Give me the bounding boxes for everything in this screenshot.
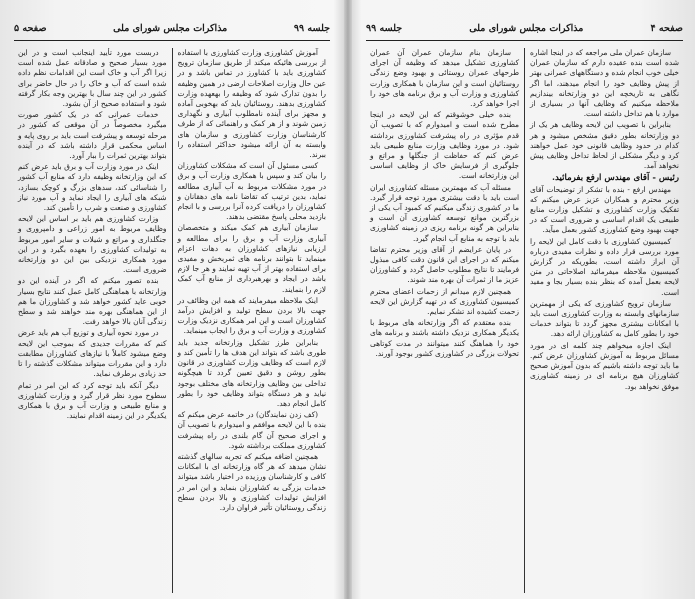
paragraph: سازمان عمران ملی مراجعه که در اینجا اشاره شده است بنده عقیده دارم که سازمان عمران خیلی خوب انجام شده و دستگاههای عمرانی بهتر از پیش وظایف خود را انجام میدهند، اما اگر نگاهی به تاریخچه این دو وزارتخانه بیندازیم ملاحظه میکنیم که وظایف آنها در بسیاری از موارد با هم تداخل داشته است. [530, 48, 679, 119]
right-running-head [366, 20, 683, 36]
right-column-divider [524, 48, 525, 593]
paragraph: خدمات عمرانی که در یک کشور صورت میگیرد مخصوصاً در آن موقعی که کشور در مرحله توسعه و پیشرفت است باید بر روی پایه و اساس محکمی قرار داشته باشد که در آینده بتواند بهترین ثمرات را ببار آورد. [18, 110, 167, 161]
right-head-session: جلسه ۹۹ [366, 22, 403, 34]
paragraph: کسی مسئول آن است که مشکلات کشاورزان را بیان کند و سپس با همکاری وزارت آب و برق در مورد مشکلات مربوط به آب آبیاری مطالعه نماید، بدین ترتیب که تقاضا نامه های دهقانان و کشاورزان را دریافت کرده آنرا بررسی و با انجام بازدید محلی پاسخ مقتضی بدهند. [177, 161, 326, 222]
left-page-left-column [14, 48, 171, 593]
paragraph: مهندس ارفع - بنده با تشکر از توضیحات آقای وزیر محترم و همکاران عزیز عرض میکنم که تفکیک وزارت کشاورزی و تشکیل وزارت منابع طبیعی یک اقدام اساسی و ضروری است که در جهت بهبود وضع کشاورزی کشور بعمل میآید. [530, 184, 679, 235]
paragraph: بنده خیلی خوشوقتم که این لایحه در اینجا مطرح شده است و امیدوارم که با تصویب آن قدم مؤثری در راه پیشرفت کشاورزی برداشته شود. در مورد وظایف وزارت منابع طبیعی باید عرض کنم که حفاظت از جنگلها و مراتع و جلوگیری از فرسایش خاک از وظایف اساسی این وزارتخانه است. [370, 110, 519, 181]
left-head-rule [14, 40, 330, 41]
right-columns [366, 48, 683, 593]
paragraph: اینک ملاحظه میفرمایند که همه این وظائف در جهت بالا بردن سطح تولید و افزایش درآمد کشاورزان است و این امر همکاری نزدیک وزارت کشاورزی و وزارت آب و برق را ایجاب مینماید. [177, 295, 326, 336]
left-page [0, 0, 344, 599]
right-head-rule [366, 40, 683, 41]
paragraph: اینک اجازه میخواهم چند کلمه ای در مورد مسائل مربوط به آموزش کشاورزان عرض کنم. ما باید توجه داشته باشیم که بدون آموزش صحیح کشاورزان هیچ برنامه ای در زمینه کشاورزی موفق نخواهد بود. [530, 340, 679, 391]
right-head-title: مذاکرات مجلس شورای ملی [469, 22, 584, 34]
paragraph: اینک در مورد وزارت آب و برق باید عرض کنم که این وزارتخانه وظیفه دارد که منابع آب کشور را شناسائی کند، سدهای بزرگ و کوچک بسازد، شبکه های آبیاری را ایجاد نماید و آب مورد نیاز کشاورزی و صنعت و شرب را تأمین کند. [18, 162, 167, 213]
left-columns [14, 48, 330, 593]
left-running-head [14, 20, 330, 36]
left-head-session: جلسه ۹۹ [293, 22, 330, 34]
left-head-title: مذاکرات مجلس شورای ملی [113, 22, 228, 34]
right-head-page-label: صفحه ۴ [650, 22, 683, 34]
paragraph: وزارت کشاورزی هم باید بر اساس این لایحه وظایف مربوط به امور زراعی و دامپروری و جنگلداری و مراتع و شیلات و سایر امور مربوط به تولیدات کشاورزی را بعهده بگیرد و در این مورد همکاری نزدیکی بین این دو وزارتخانه ضروری است. [18, 214, 167, 275]
right-page [352, 0, 695, 599]
right-page-right-column [526, 48, 683, 593]
left-head-page-label: صفحه ۵ [14, 22, 47, 34]
paragraph: همچنین اضافه میکنم که تجربه سالهای گذشته نشان میدهد که هر گاه وزارتخانه ای با امکانات کافی و کارشناسان ورزیده در اختیار باشد میتواند خدمات بزرگی به کشاورزان بنماید و این امر در افزایش تولیدات کشاورزی و بالا بردن سطح زندگی روستائیان تأثیر فراوان دارد. [177, 451, 326, 512]
paragraph: آموزش کشاورزی وزارت کشاورزی با استفاده از بررسی هائیکه میکند از طریق سازمان ترویج کشاورزی باید با کشاورز در تماس باشد و در عین حال وزارت اصلاحات ارضی در همین وظیفه را بدون تدارک شود که وظیفه را بهعهده وزارت کشاورزی بدهند. روستائیان باید که بهخوبی آماده و مجهز برای آینده نامطلوب آبیاری و نگهداری زمین شوند و از هر کمک و راهنمائی که از طرف کارشناسان وزارت کشاورزی و سازمان های وابسته به آن ارائه میشود حداکثر استفاده را ببرند. [177, 48, 326, 160]
left-page-right-column [174, 48, 331, 593]
paragraph: همچنین لازم میدانم از زحمات اعضای محترم کمیسیون کشاورزی که در تهیه گزارش این لایحه زحمت کشیده اند تشکر نمایم. [370, 286, 519, 317]
paragraph: در پایان عرایضم از آقای وزیر محترم تقاضا میکنم که در اجرای این قانون دقت کافی مبذول فرمایند تا نتایج مطلوب حاصل گردد و کشاورزان عزیز ما از ثمرات آن بهره مند شوند. [370, 244, 519, 285]
paragraph: بنابراین طرز تشکیل وزارتخانه جدید باید طوری باشد که بتواند این هدف ها را تأمین کند و لازم است که وظایف وزارت کشاورزی در قانون بطور روشن و دقیق تعیین گردد تا هیچگونه تداخلی بین وظایف وزارتخانه های مختلف بوجود نیاید و هر دستگاه بتواند وظایف خود را بطور کامل انجام دهد. [177, 337, 326, 408]
paragraph: مسئله آب که مهمترین مسئله کشاورزی ایران است باید با دقت بیشتری مورد توجه قرار گیرد. ما در کشوری زندگی میکنیم که کمبود آب یکی از بزرگترین موانع توسعه کشاورزی آن است و بنابراین هر گونه برنامه ریزی در زمینه کشاورزی باید با توجه به منابع آب انجام گیرد. [370, 182, 519, 243]
paragraph: سازمان ترویج کشاورزی که یکی از مهمترین سازمانهای وابسته به وزارت کشاورزی است باید با امکانات بیشتری مجهز گردد تا بتواند خدمات خود را بطور کامل به کشاورزان ارائه دهد. [530, 298, 679, 339]
paragraph: سازمان بنام سازمان عمران آن عمران کشاورزی تشکیل میدهد که وظیفه آن اجرای طرحهای عمران روستائی و بهبود وضع زندگی روستائیان است و این سازمان با همکاری وزارت کشاورزی و وزارت آب و برق برنامه های خود را اجرا خواهد کرد. [370, 48, 519, 109]
paragraph: کمیسیون کشاورزی با دقت کامل این لایحه را مورد بررسی قرار داده و نظرات مفیدی درباره آن ابراز داشته است، بطوریکه در گزارش کمیسیون ملاحظه میفرمائید اصلاحاتی در متن لایحه بعمل آمده که بنظر بنده بسیار بجا و مفید است. [530, 236, 679, 297]
paragraph: بنابراین با تصویب این لایحه وظایف هر یک از دو وزارتخانه بطور دقیق مشخص میشود و هر کدام در حدود وظایف قانونی خود عمل خواهند کرد و دیگر مشکلی از لحاظ تداخل وظایف پیش نخواهد آمد. [530, 120, 679, 171]
left-column-divider [172, 48, 173, 593]
right-page-left-column [366, 48, 523, 593]
paragraph: سازمان آبیاری هم کمک میکند و متخصصان آبیاری وزارت آب و برق را برای مطالعه و ارزیابی نیازهای کشاورزان به دهات اعزام مینماید تا بتوانند برنامه های ثمربخش و مفیدی برای استفاده بهتر از آب تهیه نمایند و هر جا لازم باشد در ایجاد و بهرهبرداری از منابع آب کمک لازم را بنمایند. [177, 223, 326, 294]
speaker-line: رئیس - آقای مهندس ارفع بفرمائید. [551, 173, 679, 184]
paragraph: (کف زدن نمایندگان) در خاتمه عرض میکنم که بنده با این لایحه موافقم و امیدوارم با تصویب آن و اجرای صحیح آن گام بلندی در راه پیشرفت کشاورزی مملکت برداشته شود. [177, 410, 326, 450]
book-gutter [344, 0, 352, 599]
paragraph: بنده معتقدم که اگر وزارتخانه های مربوط با یکدیگر همکاری نزدیک داشته باشند و برنامه های خود را هماهنگ کنند میتوانند در مدت کوتاهی تحولات بزرگی در کشاورزی کشور بوجود آورند. [370, 318, 519, 358]
paragraph: دیگر آنکه باید توجه کرد که این امر در تمام سطوح مورد نظر قرار گیرد و وزارت کشاورزی و منابع طبیعی و وزارت آب و برق با همکاری یکدیگر در این زمینه اقدام نمایند. [18, 380, 167, 421]
paragraph: در مورد نحوه آبیاری و توزیع آب هم باید عرض کنم که مقررات جدیدی که بموجب این لایحه وضع میشود کاملاً با نیازهای کشاورزان مطابقت دارد و این مقررات میتواند مشکلات گذشته را تا حد زیادی برطرف نماید. [18, 328, 167, 379]
paragraph: بنده تصور میکنم که اگر در آینده این دو وزارتخانه با هماهنگی کامل عمل کنند نتایج بسیار خوبی عاید کشور خواهد شد و کشاورزان ما هم از این هماهنگی بهره مند خواهند شد و سطح زندگی آنان بالا خواهد رفت. [18, 276, 167, 327]
paragraph: دربست مورد تأیید اینجانب است و در این مورد بسیار صحیح و صادقانه عمل شده است زیرا اگر آب و خاک است این اقدامات نظم داده شده است که آب و خاک را در حال حاضر برای کشور در این چند سال با بهترین وجه بکار گرفته شود و استفاده صحیح از آن بشود. [18, 48, 167, 109]
